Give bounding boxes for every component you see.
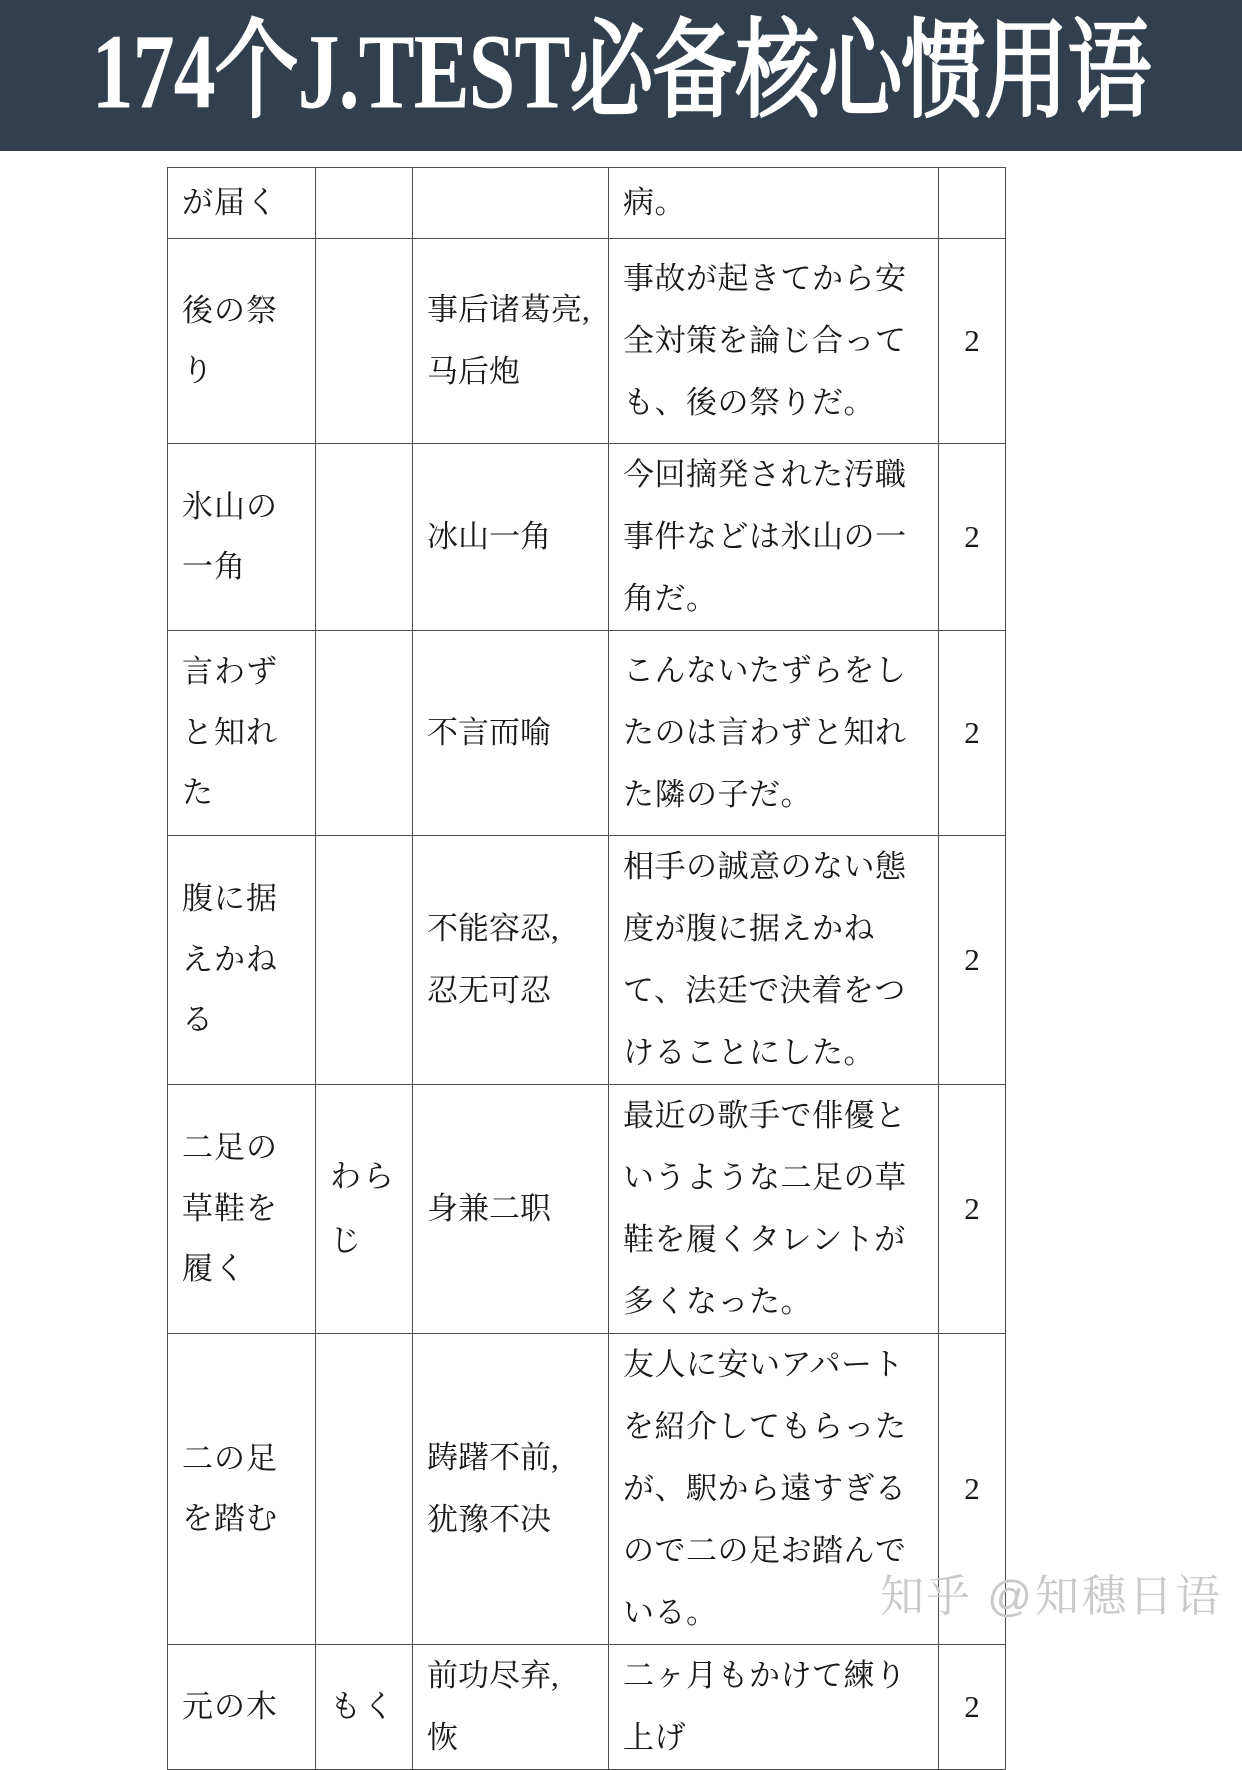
cell-example: 事故が起きてから安全対策を論じ合っても、後の祭りだ。 <box>609 239 939 444</box>
cell-chinese: 不能容忍, 忍无可忍 <box>413 836 609 1085</box>
table-row <box>168 1334 1006 1645</box>
cell-kana <box>316 631 413 836</box>
cell-kana <box>316 836 413 1085</box>
cell-kana: わらじ <box>316 1085 413 1334</box>
table-row <box>168 444 1006 631</box>
cell-idiom: 二足の草鞋を履く <box>168 1085 316 1334</box>
cell-idiom: 元の木 <box>168 1645 316 1770</box>
header-banner <box>0 0 1242 146</box>
cell-chinese: 前功尽弃, 恢 <box>413 1645 609 1770</box>
cell-idiom: 氷山の一角 <box>168 444 316 631</box>
table-row <box>168 1645 1006 1770</box>
header-underline-divider <box>0 146 1242 151</box>
cell-example: こんないたずらをしたのは言わずと知れた隣の子だ。 <box>609 631 939 836</box>
cell-level: 2 <box>939 1334 1006 1645</box>
cell-chinese: 冰山一角 <box>413 444 609 631</box>
table-row <box>168 168 1006 239</box>
cell-idiom: が届く <box>168 168 316 239</box>
cell-chinese: 身兼二职 <box>413 1085 609 1334</box>
zhihu-logo-watermark: 知乎 <box>880 1572 972 1621</box>
cell-level <box>939 168 1006 239</box>
page-title: 174个J.TEST必备核心惯用语 <box>91 12 1151 132</box>
idiom-table <box>167 167 1006 1770</box>
cell-chinese <box>413 168 609 239</box>
cell-level: 2 <box>939 1085 1006 1334</box>
cell-idiom: 腹に据えかねる <box>168 836 316 1085</box>
cell-idiom: 言わずと知れた <box>168 631 316 836</box>
idiom-table-container <box>167 167 1005 1770</box>
cell-kana <box>316 444 413 631</box>
cell-level: 2 <box>939 836 1006 1085</box>
idiom-table-body <box>168 168 1006 1770</box>
cell-chinese: 踌躇不前, 犹豫不决 <box>413 1334 609 1645</box>
cell-level: 2 <box>939 239 1006 444</box>
cell-example: 友人に安いアパートを紹介してもらったが、駅から遠すぎるので二の足お踏んでいる。 <box>609 1334 939 1645</box>
cell-example: 病。 <box>609 168 939 239</box>
cell-example: 最近の歌手で俳優というような二足の草鞋を履くタレントが多くなった。 <box>609 1085 939 1334</box>
table-row <box>168 631 1006 836</box>
watermark-handle: @知穗日语 <box>987 1572 1223 1621</box>
table-row <box>168 239 1006 444</box>
cell-kana <box>316 239 413 444</box>
cell-example: 今回摘発された汚職事件などは氷山の一角だ。 <box>609 444 939 631</box>
cell-level: 2 <box>939 631 1006 836</box>
cell-chinese: 不言而喻 <box>413 631 609 836</box>
cell-kana: もく <box>316 1645 413 1770</box>
cell-idiom: 二の足を踏む <box>168 1334 316 1645</box>
cell-example: 相手の誠意のない態度が腹に据えかねて、法廷で決着をつけることにした。 <box>609 836 939 1085</box>
cell-level: 2 <box>939 1645 1006 1770</box>
table-row <box>168 836 1006 1085</box>
cell-kana <box>316 1334 413 1645</box>
cell-idiom: 後の祭り <box>168 239 316 444</box>
cell-level: 2 <box>939 444 1006 631</box>
cell-example: 二ヶ月もかけて練り上げ <box>609 1645 939 1770</box>
table-row <box>168 1085 1006 1334</box>
cell-kana <box>316 168 413 239</box>
cell-chinese: 事后诸葛亮, 马后炮 <box>413 239 609 444</box>
